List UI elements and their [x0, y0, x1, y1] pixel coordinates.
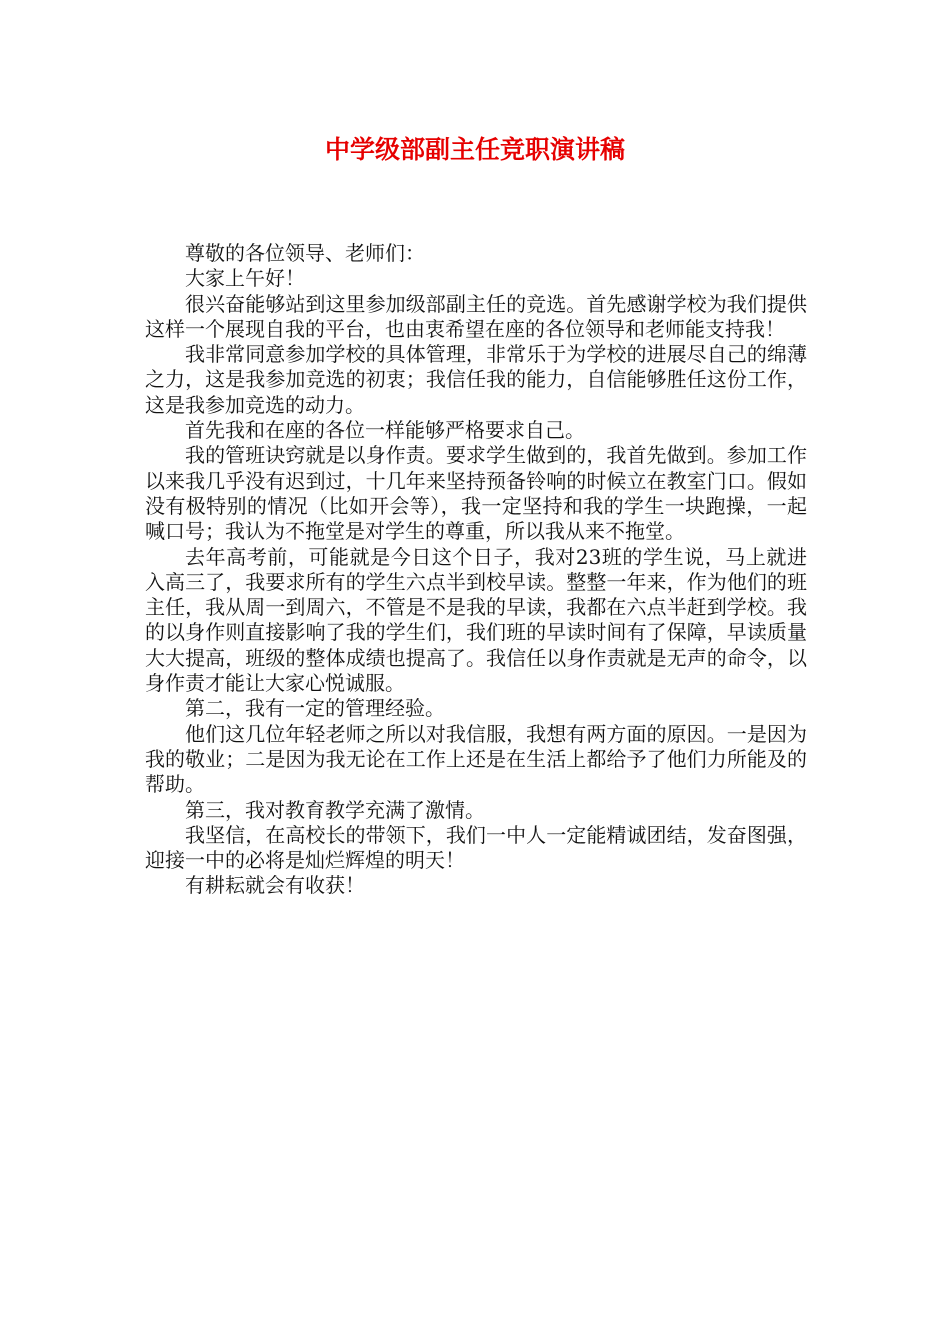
paragraph: 很兴奋能够站到这里参加级部副主任的竞选。首先感谢学校为我们提供这样一个展现自我的平台，也由衷希望在座的各位领导和老师能支持我！: [145, 291, 807, 341]
paragraph-greeting: 大家上午好！: [185, 266, 305, 291]
paragraph: 第二，我有一定的管理经验。: [185, 696, 445, 721]
paragraph: 第三，我对教育教学充满了激情。: [185, 797, 485, 822]
paragraph-closing: 有耕耘就会有收获！: [185, 873, 365, 898]
paragraph-salutation: 尊敬的各位领导、老师们：: [185, 241, 425, 265]
paragraph: 我坚信，在高校长的带领下，我们一中人一定能精诚团结，发奋图强，迎接一中的必将是灿烂辉煌的明天！: [145, 822, 807, 873]
document-title: 中学级部副主任竞职演讲稿: [324, 135, 625, 164]
paragraph: 我非常同意参加学校的具体管理，非常乐于为学校的进展尽自己的绵薄之力，这是我参加竞选的初衷；我信任我的能力，自信能够胜任这份工作，这是我参加竞选的动力。: [145, 342, 807, 417]
paragraph: 首先我和在座的各位一样能够严格要求自己。: [185, 418, 585, 443]
paragraph: 我的管班诀窍就是以身作责。要求学生做到的，我首先做到。参加工作以来我几乎没有迟到过，十几年来坚持预备铃响的时候立在教室门口。假如没有极特别的情况（比如开会等），我一定坚持和我的学生一块跑操，一起喊口号；我认为不拖堂是对学生的尊重，所以我从来不拖堂。: [145, 443, 807, 544]
paragraph: 他们这几位年轻老师之所以对我信服，我想有两方面的原因。一是因为我的敬业；二是因为我无论在工作上还是在生活上都给予了他们力所能及的帮助。: [145, 721, 807, 797]
paragraph: 去年高考前，可能就是今日这个日子，我对23班的学生说，马上就进入高三了，我要求所有的学生六点半到校早读。整整一年来，作为他们的班主任，我从周一到周六，不管是不是我的早读，我都在六点半赶到学校。我的以身作则直接影响了我的学生们，我们班的早读时间有了保障，早读质量大大提高，班级的整体成绩也提高了。我信任以身作责就是无声的命令，以身作责才能让大家心悦诚服。: [145, 544, 807, 696]
document-body: [145, 241, 807, 899]
